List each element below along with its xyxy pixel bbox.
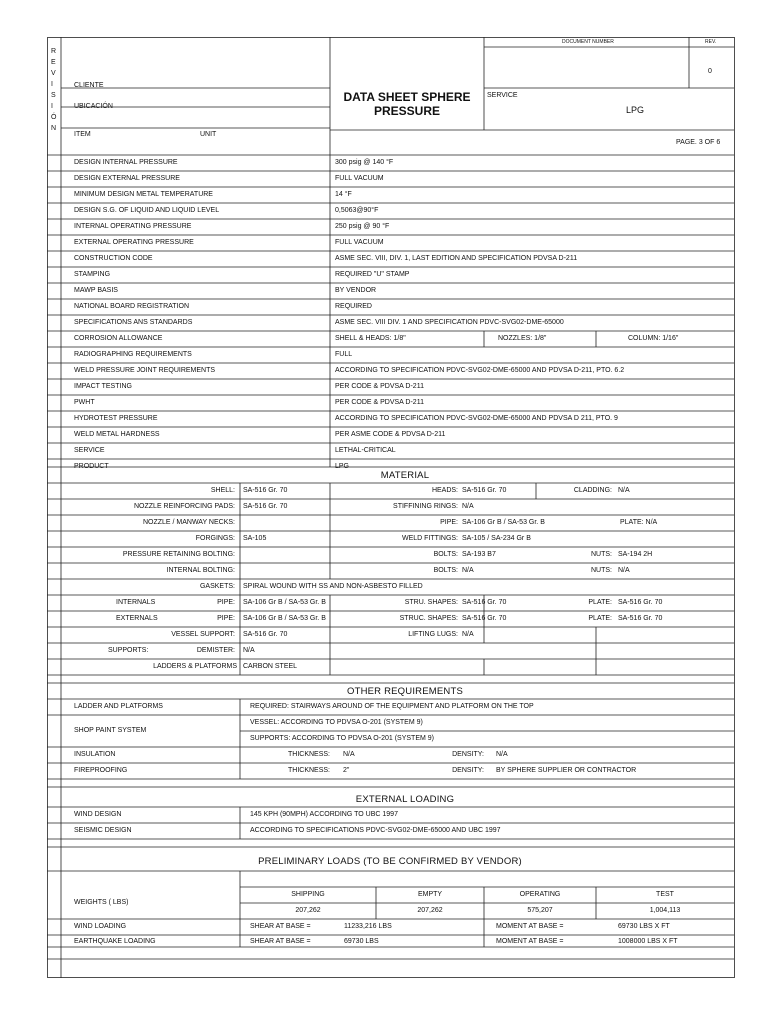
wind-design-value: 145 KPH (90MPH) ACCORDING TO UBC 1997: [250, 811, 398, 818]
design-row-label: WELD METAL HARDNESS: [74, 431, 160, 438]
design-row-value: FULL VACUUM: [335, 175, 384, 182]
design-row-label: DESIGN INTERNAL PRESSURE: [74, 159, 178, 166]
design-row-label: RADIOGRAPHING REQUIREMENTS: [74, 351, 192, 358]
page-number: PAGE. 3 OF 6: [676, 139, 721, 146]
design-row-label: PRODUCT: [74, 463, 109, 470]
design-row-value: LPG: [335, 463, 350, 470]
forgings-value: SA-105: [243, 535, 267, 542]
internal-nuts-label: NUTS:: [591, 567, 612, 574]
design-row-label: PWHT: [74, 399, 95, 406]
heads-label: HEADS:: [431, 487, 458, 494]
internals-label: INTERNALS: [116, 599, 156, 606]
corrosion-column: COLUMN: 1/16": [628, 335, 679, 342]
seismic-design-label: SEISMIC DESIGN: [74, 827, 132, 834]
design-row-value: BY VENDOR: [335, 287, 377, 294]
internal-bolts-label: BOLTS:: [433, 567, 458, 574]
wind-moment-label: MOMENT AT BASE =: [496, 923, 564, 930]
internals-stru-label: STRU. SHAPES:: [404, 599, 458, 606]
paint-vessel-value: VESSEL: ACCORDING TO PDVSA O-201 (SYSTEM 9): [250, 719, 423, 726]
design-row-label: MINIMUM DESIGN METAL TEMPERATURE: [74, 191, 213, 198]
weld-fittings-value: SA-105 / SA-234 Gr B: [462, 535, 531, 542]
wind-loading-label: WIND LOADING: [74, 923, 127, 930]
ladder-platforms-value: REQUIRED: STAIRWAYS AROUND OF THE EQUIPMENT AND PLATFORM ON THE TOP: [250, 703, 534, 710]
design-row-value: ASME SEC. VIII, DIV. 1, LAST EDITION AND SPECIFICATION PDVSA D-211: [335, 255, 578, 262]
location-label: UBICACIÓN: [74, 103, 113, 110]
insulation-thickness-label: THICKNESS:: [287, 751, 330, 758]
internal-nuts-value: N/A: [618, 567, 630, 574]
item-label: ITEM: [74, 131, 91, 138]
stiffening-label: STIFFINING RINGS:: [393, 503, 458, 510]
design-row-label: EXTERNAL OPERATING PRESSURE: [74, 239, 194, 246]
design-row-value: FULL: [335, 351, 353, 358]
seismic-design-value: ACCORDING TO SPECIFICATIONS PDVC-SVG02-DME-65000 AND UBC 1997: [250, 827, 501, 834]
revision-letter: R: [51, 48, 57, 55]
design-row-label: DESIGN EXTERNAL PRESSURE: [74, 175, 180, 182]
design-row-value: PER ASME CODE & PDVSA D-211: [335, 431, 446, 438]
insulation-label: INSULATION: [74, 751, 116, 758]
operating-label: OPERATING: [519, 891, 561, 898]
material-section-title: MATERIAL: [380, 470, 430, 481]
internals-plate-label: PLATE:: [588, 599, 612, 606]
insulation-density-value: N/A: [496, 751, 508, 758]
ladder-platforms-label: LADDER AND PLATFORMS: [74, 703, 163, 710]
internals-plate-value: SA-516 Gr. 70: [618, 599, 663, 606]
empty-label: EMPTY: [417, 891, 443, 898]
shop-paint-label: SHOP PAINT SYSTEM: [74, 727, 147, 734]
document-title: [331, 90, 483, 118]
client-label: CLIENTE: [74, 82, 104, 89]
ladders-value: CARBON STEEL: [243, 663, 298, 670]
externals-plate-value: SA-516 Gr. 70: [618, 615, 663, 622]
design-row-value: 250 psig @ 90 °F: [335, 223, 390, 230]
design-row-label: SPECIFICATIONS ANS STANDARDS: [74, 319, 193, 326]
weights-label: WEIGHTS ( LBS): [74, 899, 129, 906]
supports-label: SUPPORTS:: [108, 647, 149, 654]
design-row-value: PER CODE & PDVSA D-211: [335, 399, 424, 406]
corrosion-nozzles: NOZZLES: 1/8": [498, 335, 547, 342]
corrosion-shell-heads: SHELL & HEADS: 1/8": [335, 335, 406, 342]
test-label: TEST: [656, 891, 674, 898]
demister-value: N/A: [243, 647, 255, 654]
revision-letter: V: [51, 70, 56, 77]
cladding-value: N/A: [618, 487, 630, 494]
document-title-line1: DATA SHEET SPHERE: [343, 90, 471, 104]
design-row-value: PER CODE & PDVSA D-211: [335, 383, 424, 390]
bolting-label: PRESSURE RETAINING BOLTING:: [122, 551, 235, 558]
design-row-label: WELD PRESSURE JOINT REQUIREMENTS: [74, 367, 216, 374]
ladders-label: LADDERS & PLATFORMS: [153, 663, 237, 670]
design-row-value: ACCORDING TO SPECIFICATION PDVC-SVG02-DME-65000 AND PDVSA D-211, PTO. 6.2: [335, 367, 625, 374]
gaskets-value: SPIRAL WOUND WITH SS AND NON-ASBESTO FILLED: [243, 583, 423, 590]
design-row-value: ACCORDING TO SPECIFICATION PDVC-SVG02-DME-65000 AND PDVSA D 211, PTO. 9: [335, 415, 618, 422]
rev-label: REV.: [705, 39, 717, 45]
fireproofing-label: FIREPROOFING: [74, 767, 128, 774]
quake-shear-value: 69730 LBS: [344, 938, 379, 945]
design-row-label: IMPACT TESTING: [74, 383, 132, 390]
document-title-line2: PRESSURE: [373, 104, 441, 118]
design-row-label: CORROSION ALLOWANCE: [74, 335, 163, 342]
gaskets-label: GASKETS:: [199, 583, 235, 590]
paint-supports-value: SUPPORTS: ACCORDING TO PDVSA O-201 (SYSTEM 9): [250, 735, 434, 742]
heads-value: SA-516 Gr. 70: [462, 487, 507, 494]
design-row-value: REQUIRED: [335, 303, 372, 310]
vessel-support-label: VESSEL SUPPORT:: [171, 631, 235, 638]
nozzle-pads-value: SA-516 Gr. 70: [243, 503, 288, 510]
design-row-label: SERVICE: [74, 447, 105, 454]
nozzle-pads-label: NOZZLE REINFORCING PADS:: [134, 503, 235, 510]
lifting-lugs-value: N/A: [462, 631, 474, 638]
demister-label: DEMISTER:: [196, 647, 235, 654]
externals-pipe-value: SA-106 Gr B / SA-53 Gr. B: [243, 615, 326, 622]
design-row-value: FULL VACUUM: [335, 239, 384, 246]
test-value: 1,004,113: [649, 907, 681, 914]
internal-bolting-label: INTERNAL BOLTING:: [166, 567, 235, 574]
design-row-value: 14 °F: [335, 191, 352, 198]
revision-letter: E: [51, 59, 56, 66]
fire-density-value: BY SPHERE SUPPLIER OR CONTRACTOR: [496, 767, 637, 774]
quake-shear-label: SHEAR AT BASE =: [250, 938, 311, 945]
necks-label: NOZZLE / MANWAY NECKS:: [142, 519, 235, 526]
weld-fittings-label: WELD FITTINGS:: [402, 535, 458, 542]
pipe-label: PIPE:: [440, 519, 458, 526]
wind-moment-value: 69730 LBS X FT: [618, 923, 670, 930]
externals-struc-label: STRUC. SHAPES:: [399, 615, 458, 622]
revision-letter: N: [51, 125, 57, 132]
internal-bolts-value: N/A: [462, 567, 474, 574]
design-row-value: 0,5063@90°F: [335, 207, 379, 214]
externals-pipe-label: PIPE:: [217, 615, 235, 622]
earthquake-loading-label: EARTHQUAKE LOADING: [74, 938, 156, 945]
quake-moment-label: MOMENT AT BASE =: [496, 938, 564, 945]
shell-label: SHELL:: [210, 487, 235, 494]
internals-pipe-value: SA-106 Gr B / SA-53 Gr. B: [243, 599, 326, 606]
design-row-label: INTERNAL OPERATING PRESSURE: [74, 223, 192, 230]
design-row-label: HYDROTEST PRESSURE: [74, 415, 158, 422]
design-row-label: MAWP BASIS: [74, 287, 118, 294]
insulation-thickness-value: N/A: [343, 751, 355, 758]
externals-plate-label: PLATE:: [588, 615, 612, 622]
design-row-label: NATIONAL BOARD REGISTRATION: [74, 303, 189, 310]
design-row-value: 300 psig @ 140 °F: [335, 159, 394, 166]
vessel-support-value: SA-516 Gr. 70: [243, 631, 288, 638]
wind-shear-label: SHEAR AT BASE =: [250, 923, 311, 930]
design-row-value: LETHAL-CRITICAL: [335, 447, 396, 454]
wind-design-label: WIND DESIGN: [74, 811, 122, 818]
fire-density-label: DENSITY:: [452, 767, 484, 774]
internals-stru-value: SA-516 Gr. 70: [462, 599, 507, 606]
revision-letter: I: [51, 103, 53, 110]
document-number-label: DOCUMENT NUMBER: [562, 39, 614, 45]
shipping-label: SHIPPING: [291, 891, 325, 898]
nuts-label: NUTS:: [591, 551, 612, 558]
design-row-value: ASME SEC. VIII DIV. 1 AND SPECIFICATION PDVC-SVG02-DME-65000: [335, 319, 564, 326]
service-value: LPG: [626, 105, 645, 115]
cladding-label: CLADDING:: [573, 487, 612, 494]
revision-letter: S: [51, 92, 56, 99]
fire-thickness-value: 2": [343, 767, 350, 774]
stiffening-value: N/A: [462, 503, 474, 510]
insulation-density-label: DENSITY:: [452, 751, 484, 758]
design-row-label: DESIGN S.G. OF LIQUID AND LIQUID LEVEL: [74, 207, 220, 214]
loads-section-title: PRELIMINARY LOADS (TO BE CONFIRMED BY VENDOR): [258, 856, 522, 867]
other-section-title: OTHER REQUIREMENTS: [346, 686, 464, 697]
shipping-value: 207,262: [295, 907, 321, 914]
quake-moment-value: 1008000 LBS X FT: [618, 938, 678, 945]
bolts-label: BOLTS:: [433, 551, 458, 558]
plate-label: PLATE: N/A: [620, 519, 658, 526]
externals-label: EXTERNALS: [116, 615, 158, 622]
service-label: SERVICE: [487, 92, 518, 99]
unit-label: UNIT: [200, 131, 217, 138]
external-section-title: EXTERNAL LOADING: [355, 794, 455, 805]
design-row-label: CONSTRUCTION CODE: [74, 255, 153, 262]
pipe-value: SA-106 Gr B / SA-53 Gr. B: [462, 519, 545, 526]
rev-value: 0: [708, 68, 712, 75]
lifting-lugs-label: LIFTING LUGS:: [408, 631, 458, 638]
revision-letter: I: [51, 81, 53, 88]
wind-shear-value: 11233,216 LBS: [344, 923, 392, 930]
externals-struc-value: SA-516 Gr. 70: [462, 615, 507, 622]
fire-thickness-label: THICKNESS:: [287, 767, 330, 774]
design-row-label: STAMPING: [74, 271, 111, 278]
forgings-label: FORGINGS:: [195, 535, 235, 542]
bolts-value: SA-193 B7: [462, 551, 496, 558]
nuts-value: SA-194 2H: [618, 551, 653, 558]
revision-letter: Ó: [51, 114, 57, 121]
operating-value: 575,207: [527, 907, 553, 914]
shell-value: SA-516 Gr. 70: [243, 487, 288, 494]
internals-pipe-label: PIPE:: [217, 599, 235, 606]
design-row-value: REQUIRED "U" STAMP: [335, 271, 410, 278]
empty-value: 207,262: [417, 907, 443, 914]
